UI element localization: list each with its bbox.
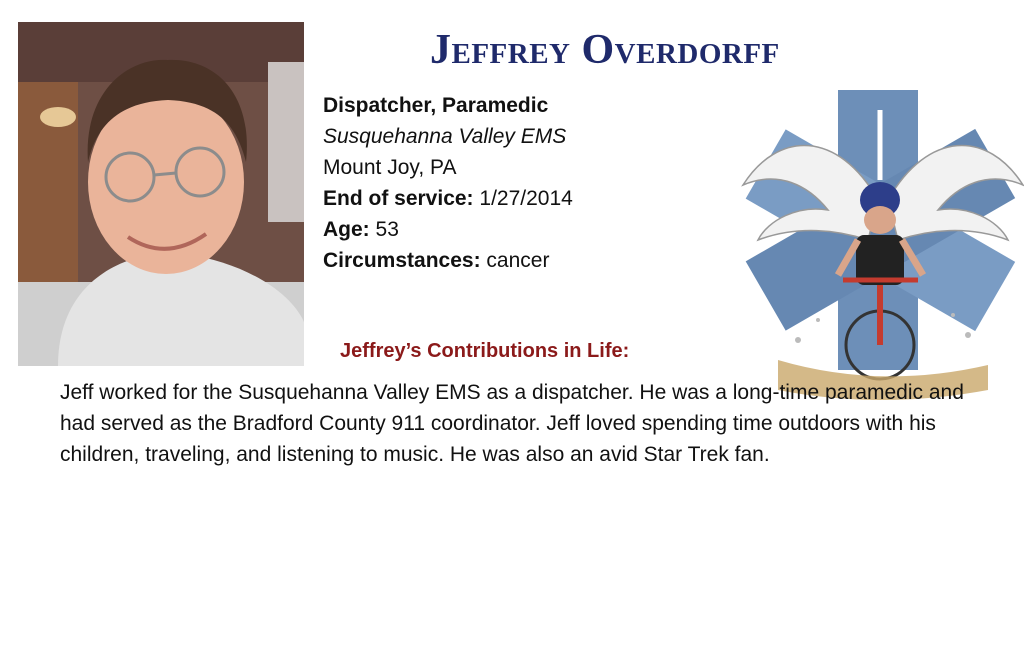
agency-line: Susquehanna Valley EMS [323,125,567,148]
contributions-text: Jeff worked for the Susquehanna Valley EMS as a dispatcher. He was a long-time paramedic and had served as the Bradford County 911 coordinator. Jeff loved spending time outdoors with his children, traveling, and listening to music. He was also an avid Star Trek fan. [60,381,964,466]
star-of-life-cyclist-emblem [738,90,1024,410]
age-line: Age: 53 [323,218,399,241]
location-line: Mount Joy, PA [323,156,457,179]
role-line: Dispatcher, Paramedic [323,94,549,117]
end-of-service-line: End of service: 1/27/2014 [323,187,573,210]
circumstances-line: Circumstances: cancer [323,249,550,272]
portrait-photo [18,22,304,366]
details-block [323,90,573,276]
person-name-title: Jeffrey Overdorff [430,27,780,73]
contributions-heading: Jeffrey’s Contributions in Life: [340,340,630,362]
